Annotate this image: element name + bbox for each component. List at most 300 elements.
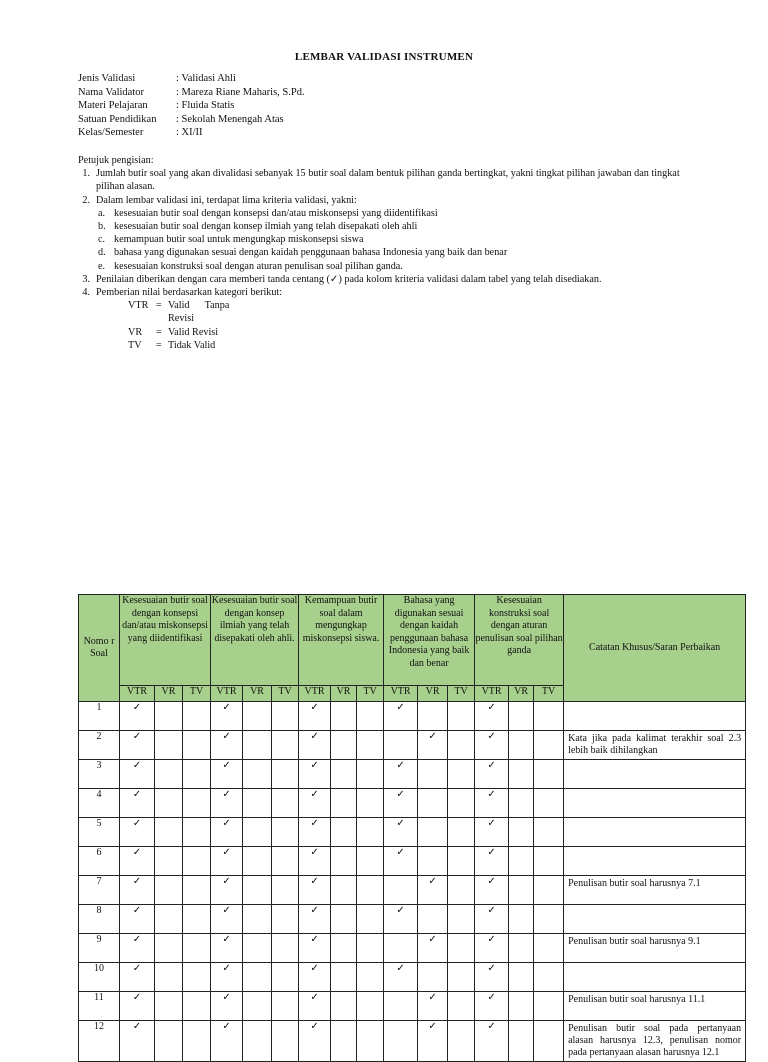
rating-cell-vtr — [475, 847, 509, 876]
check-mark-icon: ✓ — [396, 818, 405, 829]
check-mark-icon: ✓ — [132, 876, 142, 887]
note-cell — [564, 963, 746, 992]
rating-cell-vtr — [384, 818, 418, 847]
rating-cell-tv — [272, 731, 299, 760]
rating-cell-vr — [509, 760, 534, 789]
row-number: 6 — [79, 847, 120, 876]
rating-cell-tv — [448, 934, 475, 963]
subheader-vr: VR — [509, 686, 534, 702]
check-mark-icon: ✓ — [222, 992, 231, 1003]
rating-cell-tv — [448, 876, 475, 905]
meta-label: Kelas/Semester — [78, 127, 144, 138]
check-mark-icon: ✓ — [222, 905, 231, 916]
rating-cell-vtr — [475, 963, 509, 992]
rating-cell-tv — [357, 963, 384, 992]
rating-cell-vtr — [211, 760, 243, 789]
rating-cell-vr — [331, 1021, 357, 1062]
check-mark-icon: ✓ — [310, 789, 319, 800]
meta-row-jenis-validasi — [78, 72, 305, 86]
table-row — [79, 934, 746, 963]
check-mark-icon: ✓ — [222, 818, 231, 829]
rating-cell-vtr — [384, 876, 418, 905]
check-mark-icon: ✓ — [396, 760, 405, 771]
check-mark-icon: ✓ — [396, 905, 405, 916]
check-mark-icon: ✓ — [222, 934, 231, 945]
rating-cell-vtr — [299, 934, 331, 963]
rating-cell-vr — [509, 847, 534, 876]
rating-cell-vr — [155, 847, 183, 876]
rating-cell-vr — [331, 818, 357, 847]
rating-cell-vtr — [120, 876, 155, 905]
rating-cell-vr — [509, 818, 534, 847]
check-mark-icon: ✓ — [132, 1021, 142, 1032]
row-number: 2 — [79, 731, 120, 760]
rating-cell-vr — [243, 876, 272, 905]
rating-cell-tv — [534, 760, 564, 789]
check-mark-icon: ✓ — [487, 818, 496, 829]
row-number: 12 — [79, 1021, 120, 1062]
rating-cell-vr — [418, 818, 448, 847]
check-mark-icon: ✓ — [222, 1021, 231, 1032]
meta-label: Jenis Validasi — [78, 73, 136, 84]
rating-cell-tv — [357, 702, 384, 731]
criteria-item: d. bahasa yang digunakan sesuai dengan kaidah penggunaan bahasa Indonesia yang baik dan benar — [98, 247, 508, 259]
rating-cell-tv — [357, 731, 384, 760]
rating-cell-vtr — [120, 1021, 155, 1062]
rating-cell-vtr — [120, 934, 155, 963]
rating-cell-tv — [448, 760, 475, 789]
rating-cell-tv — [272, 963, 299, 992]
check-mark-icon: ✓ — [132, 847, 142, 858]
rating-cell-tv — [183, 876, 211, 905]
header-criterion-4: Bahasa yang digunakan sesuai dengan kaidah penggunaan bahasa Indonesia yang baik dan benar — [384, 595, 475, 686]
rating-cell-vr — [243, 760, 272, 789]
rating-cell-tv — [534, 963, 564, 992]
rating-cell-vtr — [475, 876, 509, 905]
rating-cell-vtr — [299, 992, 331, 1021]
rating-cell-vtr — [299, 963, 331, 992]
rating-cell-tv — [448, 789, 475, 818]
rating-cell-vr — [243, 963, 272, 992]
meta-label: Materi Pelajaran — [78, 100, 148, 111]
rating-cell-vr — [331, 847, 357, 876]
check-mark-icon: ✓ — [487, 702, 496, 713]
rating-cell-tv — [357, 1021, 384, 1062]
rating-cell-vtr — [211, 731, 243, 760]
rating-cell-tv — [357, 789, 384, 818]
rating-cell-tv — [448, 1021, 475, 1062]
check-mark-icon: ✓ — [487, 934, 496, 945]
rating-cell-vr — [509, 702, 534, 731]
rating-cell-vtr — [475, 992, 509, 1021]
rating-cell-vr — [155, 731, 183, 760]
check-mark-icon: ✓ — [222, 847, 231, 858]
subheader-vtr: VTR — [120, 686, 155, 702]
subheader-vr: VR — [331, 686, 357, 702]
note-cell: Penulisan butir soal harusnya 7.1 — [564, 876, 746, 905]
rating-cell-vr — [331, 934, 357, 963]
rating-cell-tv — [534, 702, 564, 731]
rating-cell-vtr — [120, 731, 155, 760]
check-mark-icon: ✓ — [487, 789, 496, 800]
rating-cell-vr — [331, 731, 357, 760]
note-cell: Penulisan butir soal pada pertanyaan alasan harusnya 12.3, penulisan nomor pada pertanyaan alasan harusnya 12.1 — [564, 1021, 746, 1062]
rating-cell-tv — [183, 760, 211, 789]
check-mark-icon: ✓ — [487, 992, 496, 1003]
rating-cell-tv — [448, 963, 475, 992]
rating-cell-vr — [331, 876, 357, 905]
rating-cell-tv — [272, 760, 299, 789]
rating-cell-vtr — [384, 963, 418, 992]
rating-cell-vtr — [299, 905, 331, 934]
rating-cell-tv — [448, 731, 475, 760]
rating-cell-vtr — [120, 702, 155, 731]
note-cell — [564, 760, 746, 789]
rating-cell-vtr — [211, 992, 243, 1021]
check-mark-icon: ✓ — [487, 760, 496, 771]
note-cell — [564, 818, 746, 847]
rating-cell-tv — [448, 702, 475, 731]
rating-cell-vr — [509, 992, 534, 1021]
identity-block — [78, 72, 305, 140]
check-mark-icon: ✓ — [310, 731, 319, 742]
rating-cell-tv — [183, 818, 211, 847]
rating-cell-vtr — [211, 847, 243, 876]
check-mark-icon: ✓ — [487, 1021, 496, 1032]
check-mark-icon: ✓ — [222, 760, 231, 771]
rating-cell-vr — [418, 702, 448, 731]
check-mark-icon: ✓ — [487, 963, 496, 974]
subheader-vr: VR — [418, 686, 448, 702]
rating-cell-tv — [183, 847, 211, 876]
rating-cell-tv — [272, 818, 299, 847]
rating-cell-vtr — [211, 818, 243, 847]
header-notes: Catatan Khusus/Saran Perbaikan — [564, 595, 746, 702]
rating-cell-vtr — [475, 789, 509, 818]
rating-cell-vr — [331, 992, 357, 1021]
rating-cell-tv — [448, 905, 475, 934]
check-mark-icon: ✓ — [132, 731, 142, 742]
rating-cell-tv — [534, 934, 564, 963]
rating-cell-tv — [534, 876, 564, 905]
rating-cell-vtr — [299, 789, 331, 818]
rating-cell-vr — [155, 702, 183, 731]
rating-cell-tv — [183, 992, 211, 1021]
meta-row-materi-pelajaran — [78, 99, 305, 113]
table-row — [79, 760, 746, 789]
rating-cell-vr — [418, 789, 448, 818]
rating-cell-tv — [534, 847, 564, 876]
meta-value: : Validasi Ahli — [176, 73, 236, 84]
note-cell — [564, 702, 746, 731]
rating-cell-vr — [509, 876, 534, 905]
meta-row-kelas-semester — [78, 126, 305, 140]
rating-cell-vr — [243, 818, 272, 847]
criteria-item: a. kesesuaian butir soal dengan konsepsi dan/atau miskonsepsi yang diidentifikasi — [98, 207, 438, 219]
meta-label: Nama Validator — [78, 86, 144, 98]
header-criterion-1: Kesesuaian butir soal dengan konsepsi dan/atau miskonsepsi yang diidentifikasi — [120, 595, 211, 686]
meta-value: : Mareza Riane Maharis, S.Pd. — [176, 86, 305, 98]
rating-cell-vtr — [211, 963, 243, 992]
rating-cell-tv — [357, 847, 384, 876]
check-mark-icon: ✓ — [132, 992, 142, 1003]
rating-cell-vr — [155, 876, 183, 905]
check-mark-icon: ✓ — [310, 992, 319, 1003]
rating-cell-tv — [534, 818, 564, 847]
category-tv: TV = Tidak Valid — [128, 339, 216, 351]
rating-cell-tv — [272, 1021, 299, 1062]
rating-cell-vtr — [211, 934, 243, 963]
rating-cell-tv — [357, 934, 384, 963]
check-mark-icon: ✓ — [487, 876, 496, 887]
subheader-vtr: VTR — [384, 686, 418, 702]
row-number: 1 — [79, 702, 120, 731]
rating-cell-vr — [155, 905, 183, 934]
check-mark-icon: ✓ — [487, 731, 496, 742]
rating-cell-vtr — [384, 1021, 418, 1062]
rating-cell-vtr — [120, 847, 155, 876]
rating-cell-tv — [183, 1021, 211, 1062]
rating-cell-tv — [183, 702, 211, 731]
check-mark-icon: ✓ — [222, 702, 231, 713]
rating-cell-vr — [243, 992, 272, 1021]
subheader-vr: VR — [155, 686, 183, 702]
rating-cell-vtr — [120, 963, 155, 992]
row-number: 7 — [79, 876, 120, 905]
row-number: 11 — [79, 992, 120, 1021]
check-mark-icon: ✓ — [487, 905, 496, 916]
rating-cell-vr — [243, 789, 272, 818]
check-mark-icon: ✓ — [396, 702, 405, 713]
category-vr: VR = Valid Revisi — [128, 326, 219, 338]
validation-table — [78, 594, 746, 1062]
table-row — [79, 992, 746, 1021]
rating-cell-vtr — [299, 818, 331, 847]
rating-cell-vtr — [299, 760, 331, 789]
check-mark-icon: ✓ — [132, 818, 142, 829]
row-number: 8 — [79, 905, 120, 934]
table-row — [79, 818, 746, 847]
rating-cell-tv — [272, 905, 299, 934]
rating-cell-vtr — [211, 702, 243, 731]
rating-cell-vr — [418, 1021, 448, 1062]
check-mark-icon: ✓ — [222, 789, 231, 800]
rating-cell-vtr — [384, 702, 418, 731]
rating-cell-vtr — [384, 789, 418, 818]
check-mark-icon: ✓ — [132, 934, 142, 945]
rating-cell-vr — [243, 905, 272, 934]
check-mark-icon: ✓ — [310, 934, 319, 945]
check-mark-icon: ✓ — [428, 1021, 437, 1032]
rating-cell-vr — [418, 876, 448, 905]
table-row — [79, 847, 746, 876]
rating-cell-vtr — [384, 760, 418, 789]
criteria-item: e. kesesuaian konstruksi soal dengan aturan penulisan soal pilihan ganda. — [98, 260, 403, 272]
rating-cell-vr — [418, 760, 448, 789]
rating-cell-vr — [509, 963, 534, 992]
check-mark-icon: ✓ — [132, 760, 142, 771]
rating-cell-tv — [272, 702, 299, 731]
instruction-item: 3. Penilaian diberikan dengan cara memberi tanda centang (✓) pada kolom kriteria validasi dalam tabel yang telah disediakan. — [82, 273, 602, 285]
rating-cell-tv — [534, 1021, 564, 1062]
category-vtr: VTR = Valid Tanpa — [128, 300, 230, 312]
check-mark-icon: ✓ — [310, 905, 319, 916]
meta-row-satuan-pendidikan — [78, 113, 305, 127]
rating-cell-vr — [509, 789, 534, 818]
subheader-vr: VR — [243, 686, 272, 702]
criteria-list — [96, 207, 698, 273]
rating-cell-vtr — [120, 760, 155, 789]
note-cell — [564, 847, 746, 876]
row-number: 5 — [79, 818, 120, 847]
rating-cell-vr — [331, 905, 357, 934]
subheader-tv: TV — [272, 686, 299, 702]
note-cell — [564, 905, 746, 934]
rating-cell-vr — [155, 818, 183, 847]
check-mark-icon: ✓ — [222, 731, 231, 742]
rating-cell-vtr — [120, 992, 155, 1021]
rating-cell-tv — [272, 992, 299, 1021]
rating-cell-vtr — [475, 760, 509, 789]
rating-cell-tv — [448, 818, 475, 847]
header-criterion-5: Kesesuaian konstruksi soal dengan aturan penulisan soal pilihan ganda — [475, 595, 564, 686]
rating-cell-vtr — [475, 934, 509, 963]
rating-cell-vtr — [211, 789, 243, 818]
rating-cell-vr — [243, 847, 272, 876]
rating-cell-tv — [357, 876, 384, 905]
check-mark-icon: ✓ — [132, 702, 142, 713]
instruction-item: 2. Dalam lembar validasi ini, terdapat lima kriteria validasi, yakni: a. kesesuaian butir soal dengan konsepsi dan/atau miskonsepsi yang diidentifikasi b. kesesuaian butir soal dengan konsep ilmiah yang telah disepakati oleh ahli c. kemampuan butir soal untuk mengungkap miskonsepsi siswa d. bahasa yang digunakan sesuai dengan kaidah penggunaan bahasa Indonesia yang baik dan benar e. kesesuaian konstruksi soal dengan aturan penulisan soal pilihan ganda. — [78, 194, 698, 273]
rating-cell-vr — [155, 934, 183, 963]
rating-cell-vr — [243, 934, 272, 963]
rating-cell-vtr — [299, 702, 331, 731]
rating-cell-tv — [183, 963, 211, 992]
header-criterion-3: Kemampuan butir soal dalam mengungkap miskonsepsi siswa. — [299, 595, 384, 686]
rating-cell-vtr — [120, 818, 155, 847]
table-row — [79, 731, 746, 760]
check-mark-icon: ✓ — [310, 876, 319, 887]
table-row — [79, 905, 746, 934]
subheader-tv: TV — [183, 686, 211, 702]
rating-cell-vtr — [299, 876, 331, 905]
subheader-tv: TV — [448, 686, 475, 702]
rating-cell-tv — [357, 992, 384, 1021]
rating-cell-vtr — [299, 731, 331, 760]
rating-cell-vtr — [384, 905, 418, 934]
rating-cell-vtr — [384, 731, 418, 760]
rating-cell-tv — [448, 992, 475, 1021]
rating-cell-vtr — [211, 876, 243, 905]
table-row — [79, 876, 746, 905]
rating-cell-vtr — [475, 1021, 509, 1062]
table-row — [79, 963, 746, 992]
rating-cell-tv — [448, 847, 475, 876]
rating-cell-vtr — [475, 731, 509, 760]
category-legend: VTR = Valid Tanpa Revisi VR = Valid Revisi TV = Tidak Valid — [128, 299, 698, 352]
rating-cell-vtr — [211, 1021, 243, 1062]
rating-cell-tv — [183, 789, 211, 818]
rating-cell-tv — [272, 876, 299, 905]
rating-cell-vtr — [120, 789, 155, 818]
note-cell: Kata jika pada kalimat terakhir soal 2.3 lebih baik dihilangkan — [564, 731, 746, 760]
meta-value: : Fluida Statis — [176, 100, 235, 111]
check-mark-icon: ✓ — [428, 992, 437, 1003]
check-mark-icon: ✓ — [222, 963, 231, 974]
check-mark-icon: ✓ — [310, 847, 319, 858]
rating-cell-tv — [534, 905, 564, 934]
check-mark-icon: ✓ — [487, 847, 496, 858]
rating-cell-tv — [272, 934, 299, 963]
header-nomor-soal: Nomo r Soal — [79, 595, 120, 702]
criteria-item: b. kesesuaian butir soal dengan konsep ilmiah yang telah disepakati oleh ahli — [98, 221, 418, 233]
check-mark-icon: ✓ — [132, 963, 142, 974]
rating-cell-vr — [418, 847, 448, 876]
rating-cell-tv — [534, 789, 564, 818]
rating-cell-vr — [155, 963, 183, 992]
rating-cell-tv — [272, 847, 299, 876]
page-title: LEMBAR VALIDASI INSTRUMEN — [294, 51, 474, 63]
rating-cell-tv — [272, 789, 299, 818]
rating-cell-vtr — [475, 818, 509, 847]
rating-cell-tv — [534, 992, 564, 1021]
meta-value: : Sekolah Menengah Atas — [176, 113, 284, 125]
instruction-item: 1. Jumlah butir soal yang akan divalidasi sebanyak 15 butir soal dalam bentuk pilihan ganda bertingkat, yakni tingkat pilihan jawaban dan tingkat pilihan alasan. — [82, 168, 680, 193]
rating-cell-vr — [509, 934, 534, 963]
rating-cell-tv — [534, 731, 564, 760]
meta-label: Satuan Pendidikan — [78, 113, 157, 125]
check-mark-icon: ✓ — [310, 702, 319, 713]
subheader-vtr: VTR — [299, 686, 331, 702]
check-mark-icon: ✓ — [396, 789, 405, 800]
rating-cell-vr — [509, 905, 534, 934]
rating-cell-vr — [331, 702, 357, 731]
check-mark-icon: ✓ — [310, 818, 319, 829]
rating-cell-tv — [183, 731, 211, 760]
check-mark-icon: ✓ — [132, 789, 142, 800]
check-mark-icon: ✓ — [132, 905, 142, 916]
row-number: 9 — [79, 934, 120, 963]
check-mark-icon: ✓ — [428, 731, 437, 742]
rating-cell-vr — [243, 1021, 272, 1062]
rating-cell-vtr — [299, 847, 331, 876]
check-mark-icon: ✓ — [396, 963, 405, 974]
check-mark-icon: ✓ — [310, 1021, 319, 1032]
rating-cell-vr — [509, 731, 534, 760]
rating-cell-vtr — [120, 905, 155, 934]
table-row — [79, 1021, 746, 1062]
table-row — [79, 789, 746, 818]
rating-cell-vr — [418, 992, 448, 1021]
check-mark-icon: ✓ — [428, 876, 437, 887]
rating-cell-tv — [183, 934, 211, 963]
table-row — [79, 702, 746, 731]
row-number: 4 — [79, 789, 120, 818]
rating-cell-vr — [509, 1021, 534, 1062]
instructions-list — [78, 167, 698, 352]
criteria-item: c. kemampuan butir soal untuk mengungkap miskonsepsi siswa — [98, 234, 364, 246]
rating-cell-vr — [155, 760, 183, 789]
note-cell: Penulisan butir soal harusnya 9.1 — [564, 934, 746, 963]
rating-cell-vtr — [384, 934, 418, 963]
rating-cell-vr — [243, 702, 272, 731]
rating-cell-vr — [331, 963, 357, 992]
check-mark-icon: ✓ — [396, 847, 405, 858]
rating-cell-vr — [418, 934, 448, 963]
check-mark-icon: ✓ — [310, 963, 319, 974]
rating-cell-vtr — [211, 905, 243, 934]
rating-cell-vtr — [299, 1021, 331, 1062]
table-header-row — [79, 595, 746, 686]
